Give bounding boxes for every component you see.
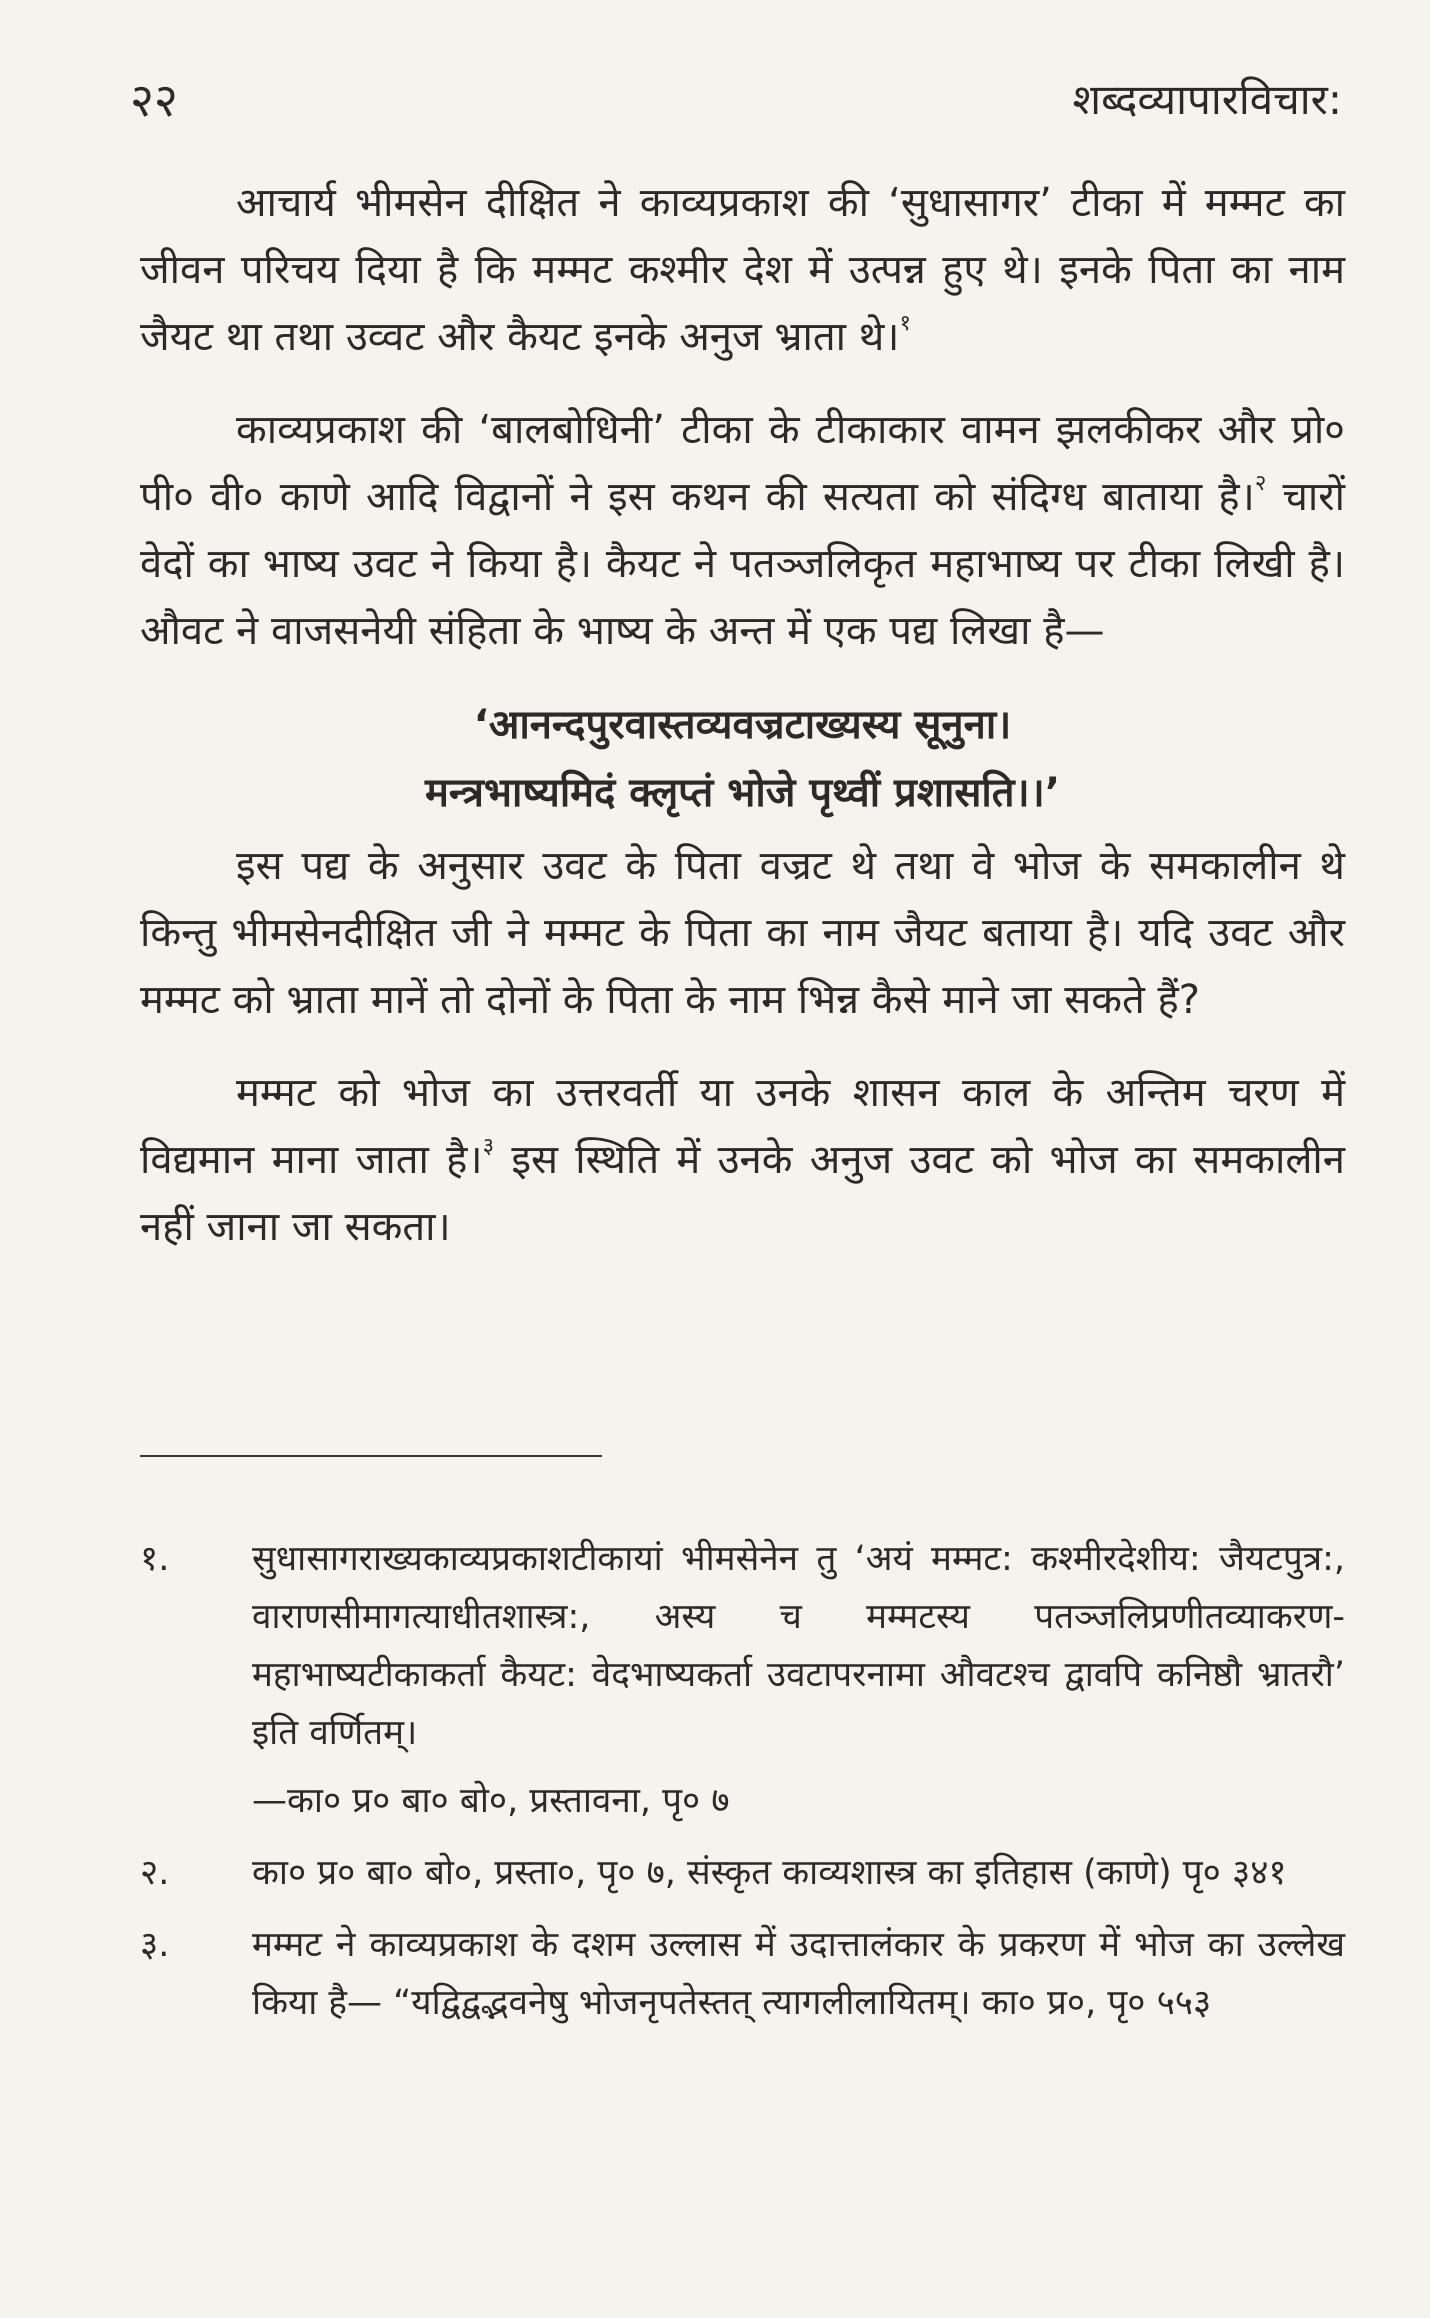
paragraph-1-text: आचार्य भीमसेन दीक्षित ने काव्यप्रकाश की ‘सुधासागर’ टीका में मम्मट का जीवन परिचय दिया है कि मम्मट कश्मीर देश में उत्पन्न हुए थे। इनके पिता का नाम जैयट था तथा उव्वट और कैयट इनके अनुज भ्राता थे। — [140, 180, 1345, 360]
paragraph-1 — [140, 170, 1345, 371]
footnotes — [140, 1530, 1345, 2046]
footnote-text: का० प्र० बा० बो०, प्रस्ता०, पृ० ७, संस्कृत काव्यशास्त्र का इतिहास (काणे) पृ० ३४१ — [252, 1853, 1287, 1893]
paragraph-2 — [140, 397, 1345, 665]
page-number: २२ — [130, 73, 178, 127]
paragraph-4-text-b: इस स्थिति में उनके अनुज उवट को भोज का समकालीन नहीं जाना जा सकता। — [140, 1137, 1345, 1250]
verse-quote — [140, 691, 1345, 827]
footnote-ref-2: २ — [1254, 471, 1267, 496]
footnote-3 — [140, 1916, 1345, 2032]
running-head: शब्दव्यापारविचार: — [1072, 75, 1342, 124]
footnote-text: सुधासागराख्यकाव्यप्रकाशटीकायां भीमसेनेन तु ‘अयं मम्मट: कश्मीरदेशीय: जैयटपुत्र:, वाराणसीमागत्याधीतशास्त्र:, अस्य च मम्मटस्य पतञ्जलिप्रणीतव्याकरण-महाभाष्यटीकाकर्ता कैयट: वेदभाष्यकर्ता उवटापरनामा औवटश्च द्वावपि कनिष्ठौ भ्रातरौ’ इति वर्णितम्। — [252, 1539, 1345, 1753]
verse-line-2: मन्त्रभाष्यमिदं क्लृप्तं भोजे पृथ्वीं प्रशासति।।’ — [424, 770, 1061, 816]
footnote-ref-1: १ — [899, 311, 911, 336]
paragraph-2-text-a: काव्यप्रकाश की ‘बालबोधिनी’ टीका के टीकाकार वामन झलकीकर और प्रो० पी० वी० काणे आदि विद्वानों ने इस कथन की सत्यता को संदिग्ध बाताया है। — [140, 407, 1345, 520]
footnote-number: १. — [140, 1539, 170, 1579]
footnote-number: ३. — [140, 1925, 170, 1965]
footnote-divider — [140, 1455, 602, 1457]
paragraph-4-text-a: मम्मट को भोज का उत्तरवर्ती या उनके शासन काल के अन्तिम चरण में विद्यमान माना जाता है। — [140, 1070, 1345, 1183]
paragraph-4 — [140, 1060, 1345, 1261]
footnote-number: २. — [140, 1853, 170, 1893]
footnote-2 — [140, 1844, 1345, 1902]
paragraph-2-text-b: चारों वेदों का भाष्य उवट ने किया है। कैयट ने पतञ्जलिकृत महाभाष्य पर टीका लिखी है। औवट ने वाजसनेयी संहिता के भाष्य के अन्त में एक पद्य लिखा है— — [140, 474, 1345, 654]
footnote-source: —का० प्र० बा० बो०, प्रस्तावना, पृ० ७ — [252, 1781, 730, 1821]
verse-line-1: ‘आनन्दपुरवास्तव्यवज्रटाख्यस्य सूनुना। — [473, 702, 1012, 748]
footnote-text: मम्मट ने काव्यप्रकाश के दशम उल्लास में उदात्तालंकार के प्रकरण में भोज का उल्लेख किया है— “यद्विद्वद्भवनेषु भोजनृपतेस्तत् त्यागलीलायितम्। का० प्र०, पृ० ५५३ — [252, 1925, 1345, 2023]
footnote-1 — [140, 1530, 1345, 1830]
main-text — [140, 170, 1345, 1287]
footnote-ref-3: ३ — [482, 1134, 495, 1159]
paragraph-3: इस पद्य के अनुसार उवट के पिता वज्रट थे तथा वे भोज के समकालीन थे किन्तु भीमसेनदीक्षित जी ने मम्मट के पिता का नाम जैयट बताया है। यदि उवट और मम्मट को भ्राता मानें तो दोनों के पिता के नाम भिन्न कैसे माने जा सकते हैं? — [140, 843, 1345, 1023]
